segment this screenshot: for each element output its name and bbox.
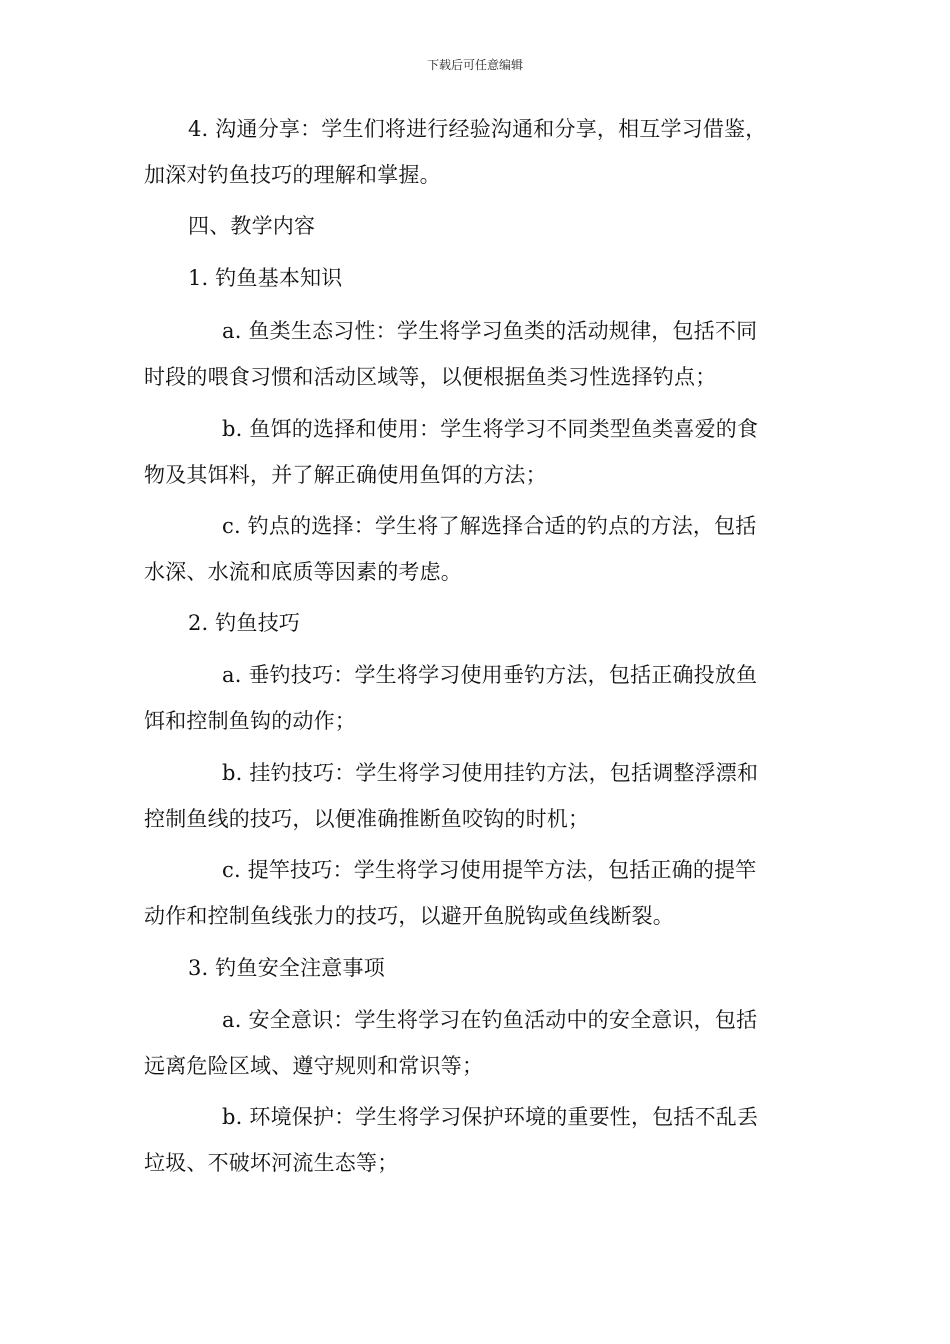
- subsection-heading-safety: 3. 钓鱼安全注意事项: [188, 956, 385, 980]
- item-rod-lifting-line2: 动作和控制鱼线张力的技巧，以避开鱼脱钩或鱼线断裂。: [144, 904, 674, 928]
- item-safety-awareness-line2: 远离危险区域、遵守规则和常识等；: [144, 1054, 484, 1078]
- item-bait-line2: 物及其饵料，并了解正确使用鱼饵的方法；: [144, 463, 547, 487]
- item-fish-habits-line1: a. 鱼类生态习性：学生将学习鱼类的活动规律，包括不同: [222, 319, 758, 343]
- page-header-note: 下载后可任意编辑: [426, 58, 523, 72]
- item-environment-line1: b. 环境保护：学生将学习保护环境的重要性，包括不乱丢: [222, 1105, 759, 1129]
- item-vertical-fishing-line2: 饵和控制鱼钩的动作；: [144, 709, 356, 733]
- item-environment-line2: 垃圾、不破坏河流生态等；: [144, 1151, 399, 1175]
- item-hook-fishing-line2: 控制鱼线的技巧，以便准确推断鱼咬钩的时机；: [144, 807, 590, 831]
- item-spot-line1: c. 钓点的选择：学生将了解选择合适的钓点的方法，包括: [222, 514, 757, 538]
- item-hook-fishing-line1: b. 挂钓技巧：学生将学习使用挂钓方法，包括调整浮漂和: [222, 761, 759, 785]
- subsection-heading-basic-knowledge: 1. 钓鱼基本知识: [188, 266, 343, 290]
- paragraph-communication-line1: 4. 沟通分享：学生们将进行经验沟通和分享，相互学习借鉴，: [188, 117, 767, 141]
- item-safety-awareness-line1: a. 安全意识：学生将学习在钓鱼活动中的安全意识，包括: [222, 1008, 758, 1032]
- paragraph-communication-line2: 加深对钓鱼技巧的理解和掌握。: [144, 163, 441, 187]
- item-bait-line1: b. 鱼饵的选择和使用：学生将学习不同类型鱼类喜爱的食: [222, 417, 759, 441]
- item-vertical-fishing-line1: a. 垂钓技巧：学生将学习使用垂钓方法，包括正确投放鱼: [222, 663, 758, 687]
- item-spot-line2: 水深、水流和底质等因素的考虑。: [144, 560, 462, 584]
- item-rod-lifting-line1: c. 提竿技巧：学生将学习使用提竿方法，包括正确的提竿: [222, 858, 757, 882]
- item-fish-habits-line2: 时段的喂食习惯和活动区域等，以便根据鱼类习性选择钓点；: [144, 365, 717, 389]
- section-heading-teaching-content: 四、教学内容: [188, 214, 316, 238]
- subsection-heading-techniques: 2. 钓鱼技巧: [188, 611, 301, 635]
